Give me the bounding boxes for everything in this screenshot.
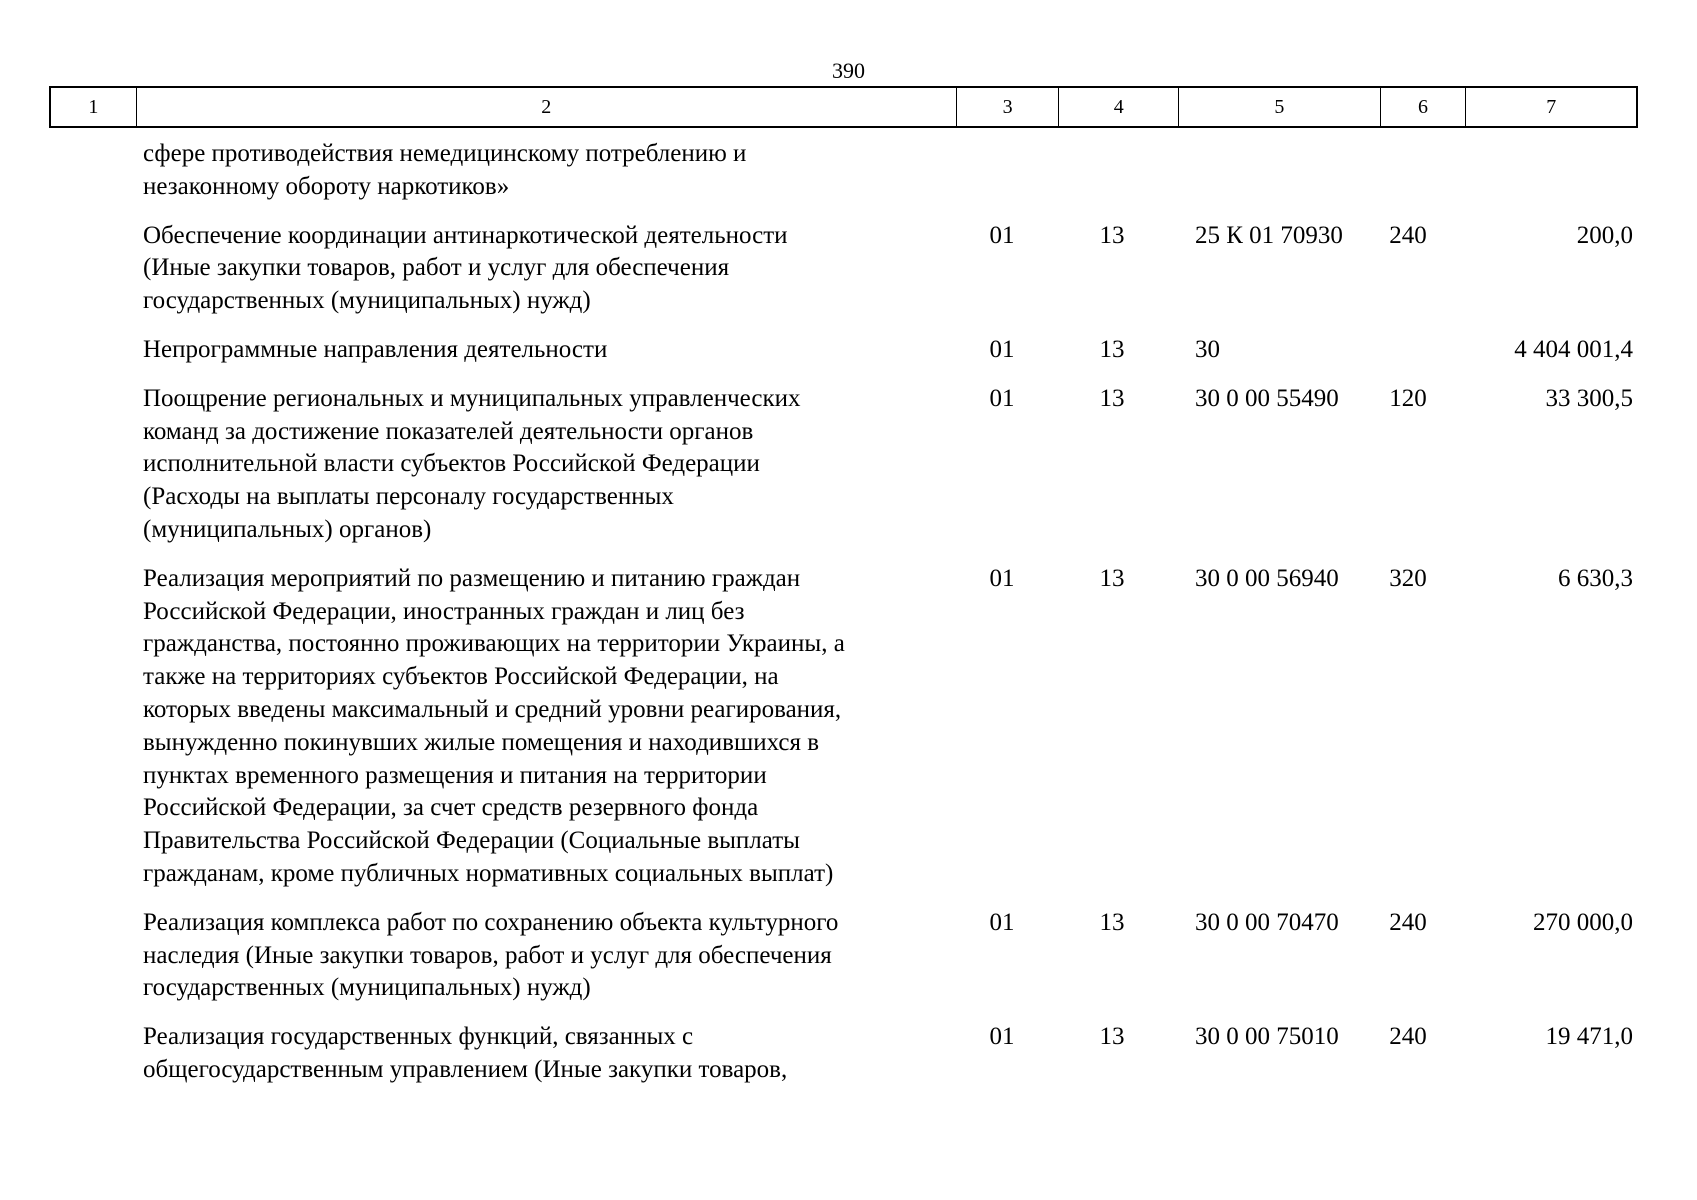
row-subsection (1051, 138, 1173, 204)
row-subsection: 13 (1099, 221, 1125, 249)
row-target-article: 30 0 00 75010 (1195, 1023, 1339, 1051)
row-target-article: 30 0 00 56940 (1195, 564, 1339, 592)
row-expense-type: 120 (1389, 384, 1427, 412)
row-section: 01 (989, 564, 1015, 592)
row-section: 01 (989, 221, 1015, 249)
table-row (143, 383, 1633, 547)
table-row (143, 220, 1633, 318)
row-amount: 6 630,3 (1558, 564, 1633, 592)
table-row (143, 334, 1633, 367)
row-section (953, 138, 1051, 204)
row-amount: 19 471,0 (1545, 1023, 1633, 1051)
row-expense-type: 240 (1389, 908, 1427, 936)
table-body (143, 138, 1633, 1103)
header-col-6: 6 (1381, 88, 1467, 126)
row-subsection: 13 (1099, 564, 1125, 592)
row-expense-type: 240 (1389, 1023, 1427, 1051)
row-subsection: 13 (1099, 908, 1125, 936)
row-amount: 270 000,0 (1533, 908, 1633, 936)
row-section: 01 (989, 335, 1015, 363)
row-amount: 4 404 001,4 (1514, 335, 1633, 363)
header-col-3: 3 (957, 88, 1060, 126)
header-col-1: 1 (51, 88, 137, 126)
table-row (143, 138, 1633, 204)
row-expense-type: 240 (1389, 221, 1427, 249)
table-row (143, 907, 1633, 1005)
row-target-article (1173, 138, 1373, 204)
row-section: 01 (989, 908, 1015, 936)
row-name: Непрограммные направления деятельности (143, 335, 608, 363)
row-target-article: 25 К 01 70930 (1195, 221, 1343, 249)
table-row (143, 563, 1633, 891)
row-expense-type: 320 (1389, 564, 1427, 592)
row-amount: 33 300,5 (1545, 384, 1633, 412)
row-section: 01 (989, 384, 1015, 412)
header-col-2: 2 (137, 88, 957, 126)
row-subsection: 13 (1099, 1023, 1125, 1051)
row-name: Поощрение региональных и муниципальных управленческих команд за достижение показателей деятельности органов исполнительной власти субъектов Российской Федерации (Расходы на выплаты персоналу государственных (муниципальных) органов) (143, 384, 801, 543)
row-expense-type (1373, 334, 1443, 367)
header-col-7: 7 (1546, 95, 1557, 118)
row-expense-type (1373, 138, 1443, 204)
header-col-5: 5 (1179, 88, 1380, 126)
row-target-article: 30 (1195, 335, 1220, 363)
row-name: Реализация комплекса работ по сохранению объекта культурного наследия (Иные закупки товаров, работ и услуг для обеспечения государственных (муниципальных) нужд) (143, 908, 839, 1002)
row-section: 01 (989, 1023, 1015, 1051)
row-target-article: 30 0 00 70470 (1195, 908, 1339, 936)
row-amount: 200,0 (1576, 221, 1633, 249)
row-subsection: 13 (1099, 384, 1125, 412)
row-name: Обеспечение координации антинаркотической деятельности (Иные закупки товаров, работ и услуг для обеспечения государственных (муниципальных) нужд) (143, 221, 788, 315)
row-name: сфере противодействия немедицинскому потреблению и незаконному обороту наркотиков» (143, 140, 747, 200)
header-col-4: 4 (1059, 88, 1179, 126)
row-target-article: 30 0 00 55490 (1195, 384, 1339, 412)
table-header (49, 86, 1638, 128)
row-name: Реализация государственных функций, связанных с общегосударственным управлением (Иные закупки товаров, (143, 1023, 788, 1083)
row-name: Реализация мероприятий по размещению и питанию граждан Российской Федерации, иностранных граждан и лиц без гражданства, постоянно проживающих на территории Украины, а также на территориях субъектов Российской Федерации, на которых введены максимальный и средний уровни реагирования, вынужденно покинувших жилые помещения и находившихся в пунктах временного размещения и питания на территории Российской Федерации, за счет средств резервного фонда Правительства Российской Федерации (Социальные выплаты гражданам, кроме публичных нормативных социальных выплат) (143, 564, 845, 887)
table-row (143, 1021, 1633, 1087)
row-amount (1443, 138, 1633, 204)
row-subsection: 13 (1099, 335, 1125, 363)
page-number: 390 (832, 58, 865, 83)
